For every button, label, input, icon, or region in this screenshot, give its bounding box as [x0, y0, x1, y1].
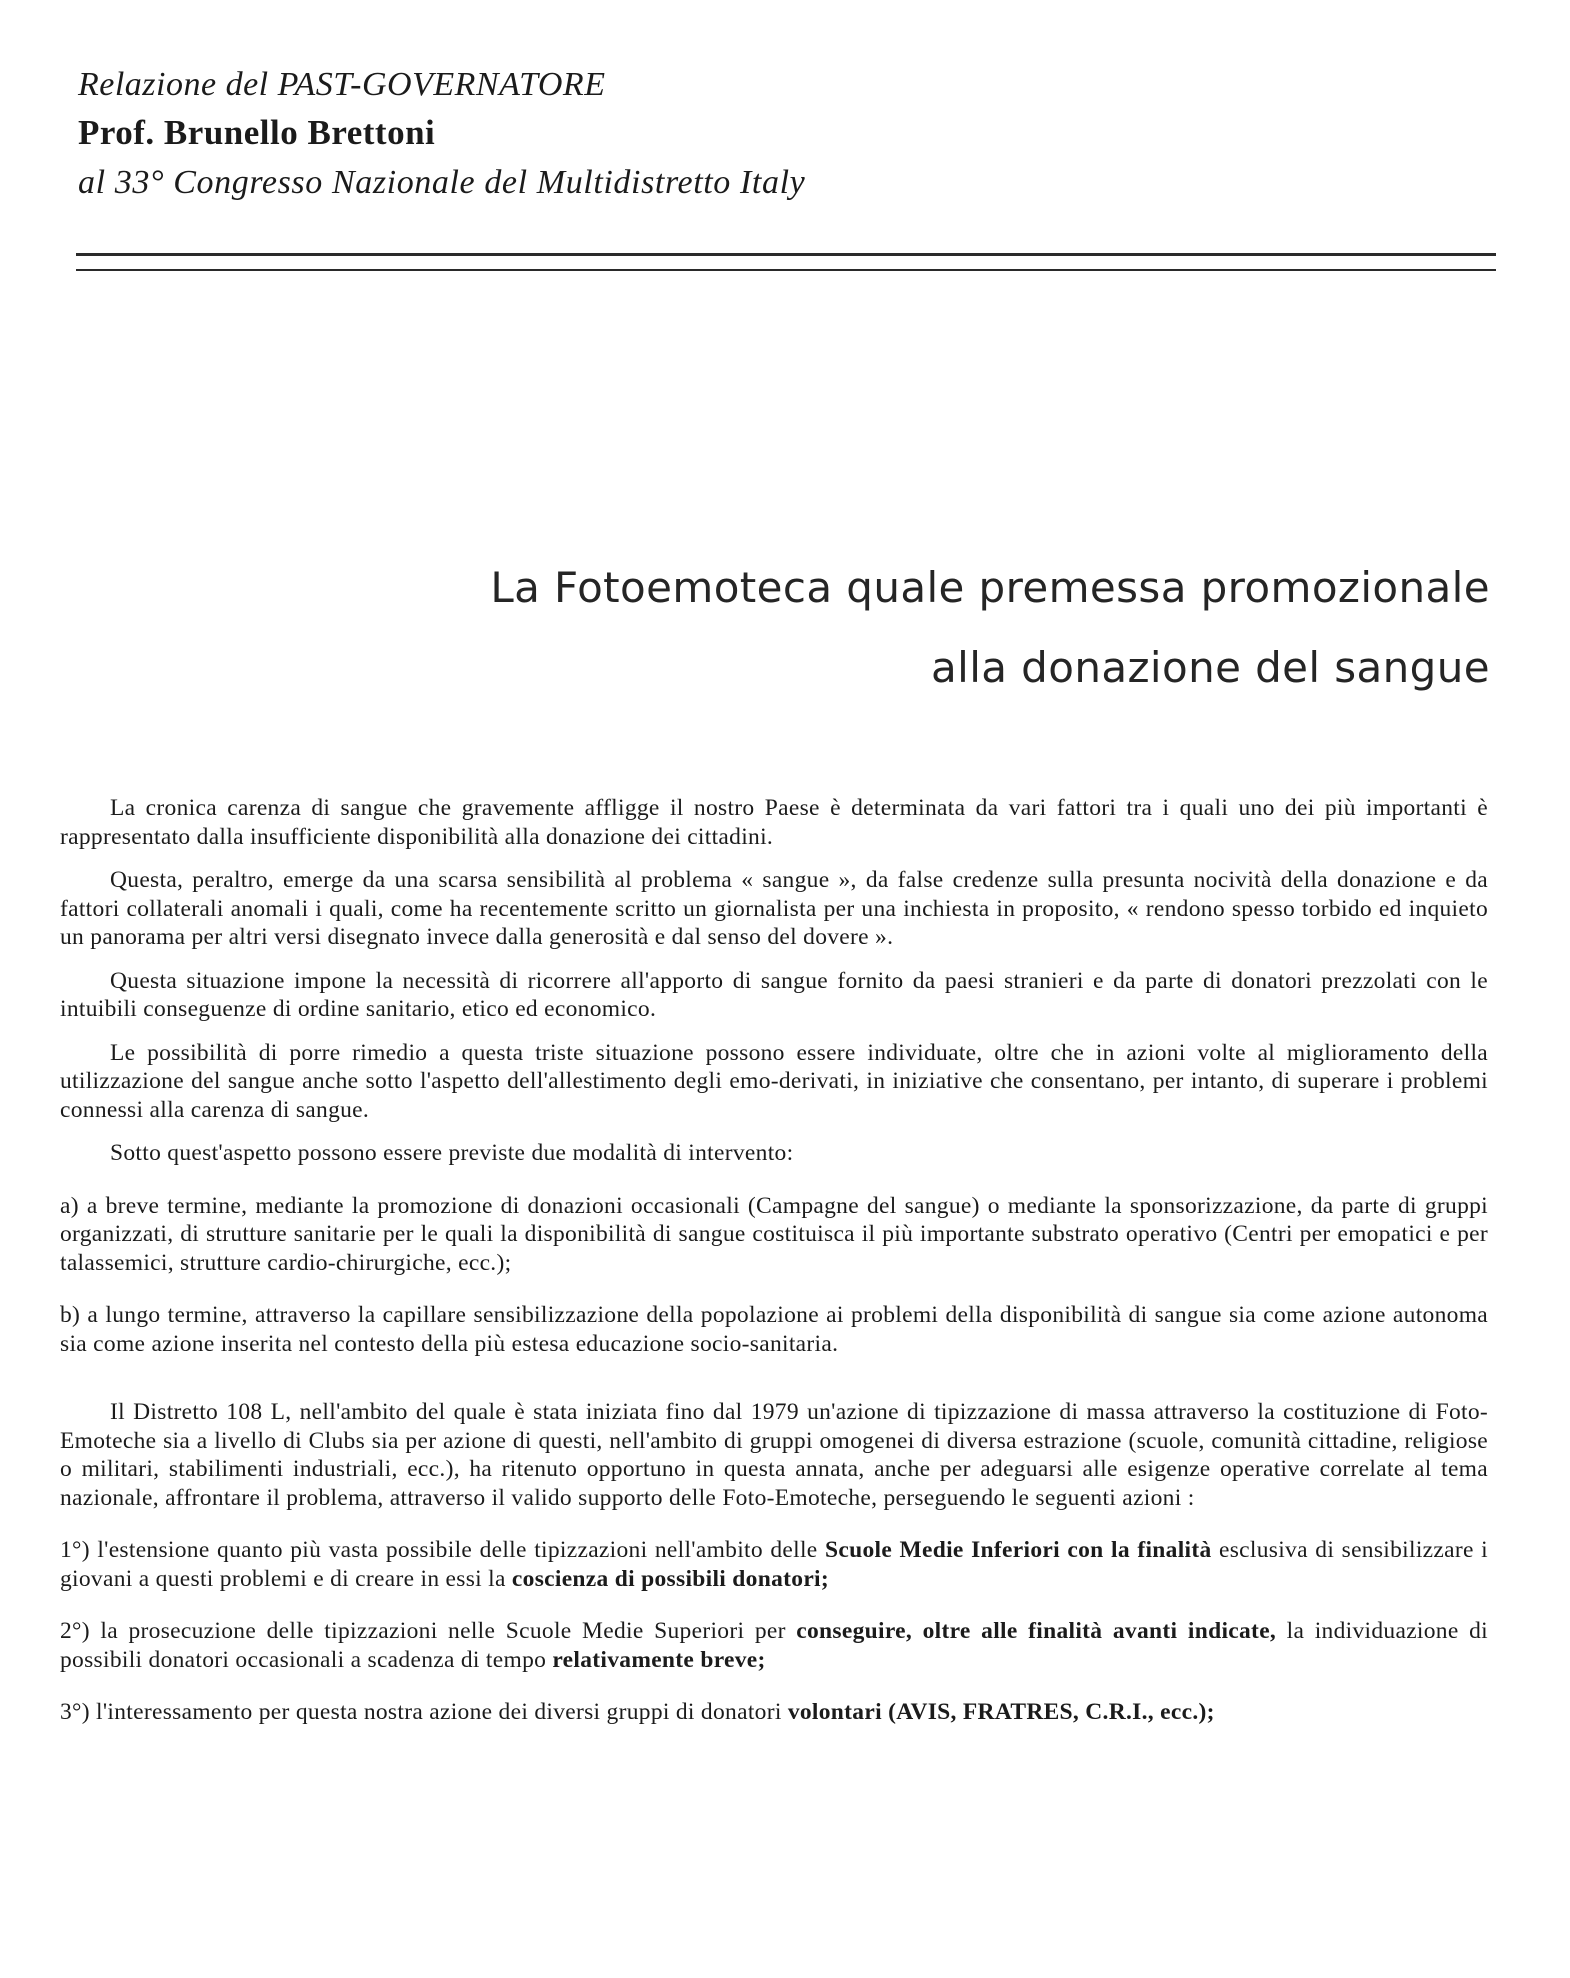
report-header: [78, 62, 1498, 208]
action-item-1: [60, 1536, 1488, 1593]
paragraph: Sotto quest'aspetto possono essere previste due modalità di intervento:: [110, 1140, 794, 1166]
action-3-text: 3°) l'interessamento per questa nostra azione dei diversi gruppi di donatori: [60, 1699, 788, 1725]
action-2-text: 2°) la prosecuzione delle tipizzazioni nelle Scuole Medie Superiori per: [60, 1618, 797, 1644]
list-item-a: a) a breve termine, mediante la promozione di donazioni occasionali (Campagne del sangue) o mediante la sponsorizzazione, da parte di gruppi organizzati, di strutture sanitarie per le quali la disponibilità di sangue costituisca il più importante substrato operativo (Centri per emopatici e per talassemici, strutture cardio-chirurgiche, ecc.);: [60, 1192, 1488, 1276]
action-3-bold: volontari (AVIS, FRATRES, C.R.I., ecc.);: [787, 1699, 1215, 1725]
paragraph: Questa, peraltro, emerge da una scarsa sensibilità al problema « sangue », da false credenze sulla presunta nocività della donazione e da fattori collaterali anomali i quali, come ha recentemente scritto un giornalista per una inchiesta in proposito, « rendono spesso torbido ed inquieto un panorama per altri versi disegnato invece dalla generosità e dal senso del dovere ».: [60, 867, 1488, 950]
paragraph: Questa situazione impone la necessità di ricorrere all'apporto di sangue fornito da paesi stranieri e da parte di donatori prezzolati con le intuibili conseguenze di ordine sanitario, etico ed economico.: [60, 967, 1488, 1022]
header-rule-thick: [76, 253, 1496, 256]
header-congress: al 33° Congresso Nazionale del Multidistretto Italy: [78, 164, 806, 201]
paragraph: La cronica carenza di sangue che gravemente affligge il nostro Paese è determinata da vari fattori tra i quali uno dei più importanti è rappresentato dalla insufficiente disponibilità alla donazione dei cittadini.: [60, 795, 1488, 850]
title-line-2: alla donazione del sangue: [931, 643, 1490, 692]
paragraph: Le possibilità di porre rimedio a questa triste situazione possono essere individuate, oltre che in azioni volte al miglioramento della utilizzazione del sangue anche sotto l'aspetto dell'allestimento degli emo-derivati, in iniziative che consentano, per intanto, di superare i problemi connessi alla carenza di sangue.: [60, 1039, 1488, 1123]
action-item-2: [60, 1617, 1488, 1674]
list-item-b: b) a lungo termine, attraverso la capillare sensibilizzazione della popolazione ai problemi della disponibilità di sangue sia come azione autonoma sia come azione inserita nel contesto della più estesa educazione socio-sanitaria.: [60, 1302, 1488, 1357]
article-body: [60, 794, 1488, 1742]
action-1-text: 1°) l'estensione quanto più vasta possibile delle tipizzazioni nell'ambito delle: [60, 1537, 825, 1563]
header-report-of: Relazione del PAST-GOVERNATORE: [78, 66, 606, 103]
paragraph: Il Distretto 108 L, nell'ambito del quale è stata iniziata fino dal 1979 un'azione di tipizzazione di massa attraverso la costituzione di Foto-Emoteche sia a livello di Clubs sia per azione di questi, nell'ambito di gruppi omogenei di diversa estrazione (scuole, comunità cittadine, religiose o militari, stabilimenti industriali, ecc.), ha ritenuto opportuno in questa annata, anche per adeguarsi alle esigenze operative correlate al tema nazionale, affrontare il problema, attraverso il valido supporto delle Foto-Emoteche, perseguendo le seguenti azioni :: [60, 1399, 1488, 1511]
header-rule-thin: [76, 269, 1496, 271]
header-author: Prof. Brunello Brettoni: [78, 113, 436, 152]
action-item-3: [60, 1698, 1488, 1727]
action-2-bold-end: relativamente breve;: [552, 1646, 766, 1673]
action-2-bold: conseguire, oltre alle finalità avanti indicate,: [796, 1618, 1277, 1644]
action-1-text-cont: esclusiva di sensibilizzare i giovani a questi problemi e di creare in essi la: [60, 1537, 1488, 1592]
title-line-1: La Fotoemoteca quale premessa promozionale: [490, 563, 1490, 612]
action-1-bold-end: coscienza di possibili donatori;: [511, 1565, 830, 1592]
action-1-bold: Scuole Medie Inferiori con la finalità: [824, 1537, 1212, 1563]
article-title: [390, 548, 1490, 708]
action-2-text-cont: la individuazione di possibili donatori occasionali a scadenza di tempo: [60, 1618, 1488, 1673]
